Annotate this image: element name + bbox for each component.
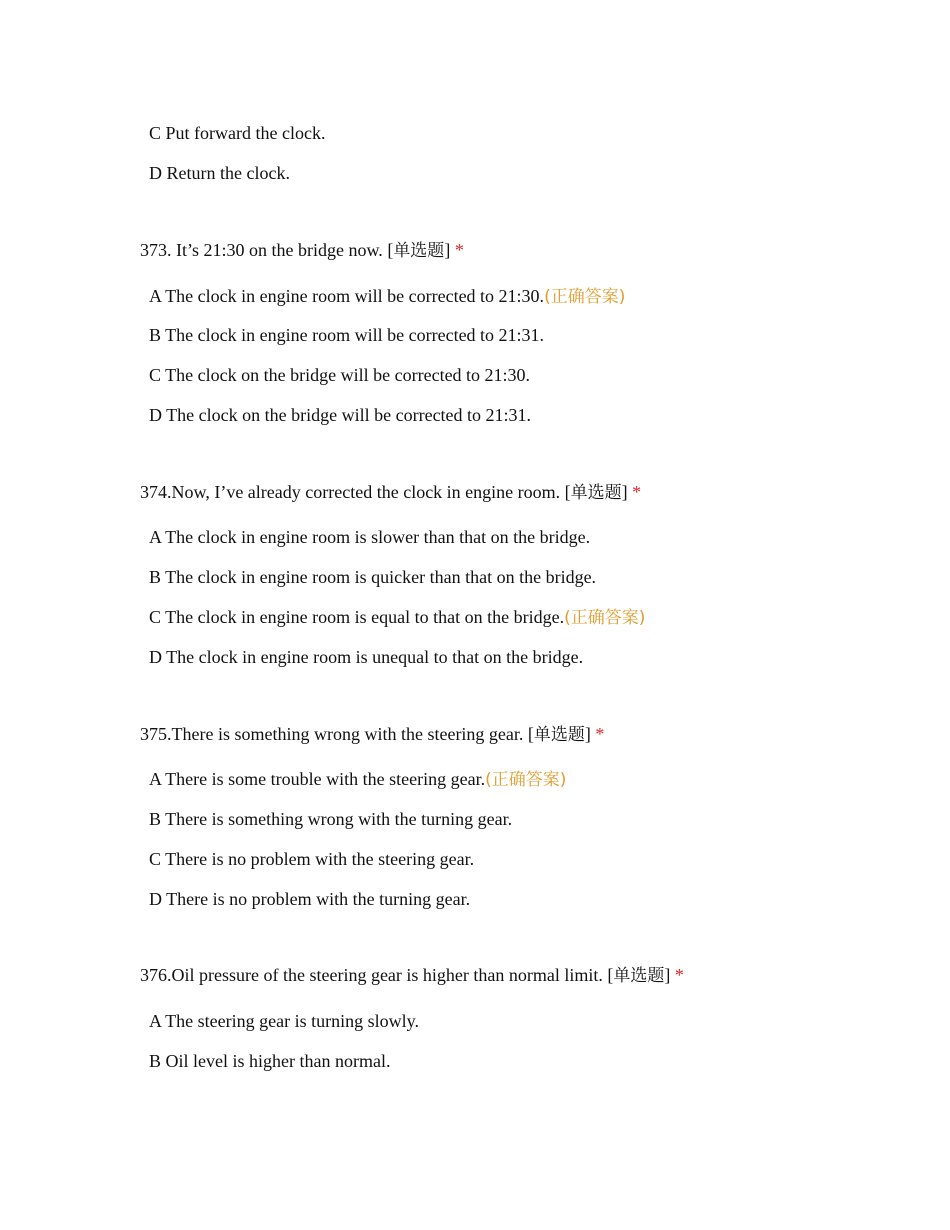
type-bracket-close: ]: [444, 240, 451, 260]
question-type-label: 单选题: [393, 241, 445, 261]
question-373-title: [140, 239, 464, 262]
type-bracket-close: ]: [664, 965, 671, 985]
option-text: C There is no problem with the steering gear.: [149, 849, 475, 869]
question-375-title: [140, 723, 604, 746]
required-mark: *: [674, 965, 684, 985]
option-b-375: [149, 808, 512, 830]
question-text: 373. It’s 21:30 on the bridge now.: [140, 240, 383, 260]
question-type-label: 单选题: [570, 483, 622, 503]
option-b-373: [149, 324, 544, 346]
option-text: D There is no problem with the turning gear.: [149, 889, 471, 909]
option-c-prev: [149, 122, 325, 144]
correct-answer-tag: (正确答案): [544, 287, 626, 307]
type-bracket-close: ]: [621, 482, 628, 502]
option-text: A The clock in engine room is slower than that on the bridge.: [149, 527, 591, 547]
correct-answer-tag: (正确答案): [485, 770, 567, 790]
question-374-title: [140, 481, 641, 504]
option-d-375: [149, 888, 470, 910]
option-c-373: [149, 364, 530, 386]
question-type-label: 单选题: [533, 725, 585, 745]
option-text: C The clock in engine room is equal to that on the bridge.: [149, 607, 565, 627]
type-bracket-open: [: [382, 240, 394, 260]
option-text: D The clock on the bridge will be corrected to 21:31.: [149, 405, 532, 425]
question-376-title: [140, 964, 684, 987]
required-mark: *: [632, 482, 642, 502]
question-text: 375.There is something wrong with the steering gear.: [140, 724, 524, 744]
option-a-373: [149, 285, 625, 308]
option-c-374: [149, 606, 645, 629]
option-c-375: [149, 848, 474, 870]
type-bracket-open: [: [523, 724, 534, 744]
option-d-prev: [149, 162, 290, 184]
option-text: B There is something wrong with the turning gear.: [149, 809, 513, 829]
option-d-373: [149, 404, 531, 426]
question-type-label: 单选题: [613, 966, 665, 986]
option-a-375: [149, 768, 566, 791]
option-b-376: [149, 1050, 390, 1072]
required-mark: *: [595, 724, 605, 744]
type-bracket-close: ]: [584, 724, 591, 744]
option-text: B Oil level is higher than normal.: [149, 1051, 391, 1071]
option-text: A The clock in engine room will be corrected to 21:30.: [149, 286, 545, 306]
option-text: B The clock in engine room is quicker than that on the bridge.: [149, 567, 597, 587]
option-a-376: [149, 1010, 419, 1032]
correct-answer-tag: (正确答案): [564, 608, 646, 628]
option-b-374: [149, 566, 596, 588]
option-text: A There is some trouble with the steering gear.: [149, 769, 486, 789]
option-text: C Put forward the clock.: [149, 123, 326, 143]
question-text: 376.Oil pressure of the steering gear is higher than normal limit.: [140, 965, 603, 985]
option-text: D The clock in engine room is unequal to that on the bridge.: [149, 647, 584, 667]
option-text: D Return the clock.: [149, 163, 290, 183]
question-text: 374.Now, I’ve already corrected the clock in engine room.: [140, 482, 561, 502]
option-a-374: [149, 526, 590, 548]
required-mark: *: [454, 240, 464, 260]
type-bracket-open: [: [602, 965, 614, 985]
option-d-374: [149, 646, 583, 668]
option-text: B The clock in engine room will be corrected to 21:31.: [149, 325, 545, 345]
option-text: A The steering gear is turning slowly.: [149, 1011, 419, 1031]
type-bracket-open: [: [560, 482, 571, 502]
option-text: C The clock on the bridge will be corrected to 21:30.: [149, 365, 531, 385]
